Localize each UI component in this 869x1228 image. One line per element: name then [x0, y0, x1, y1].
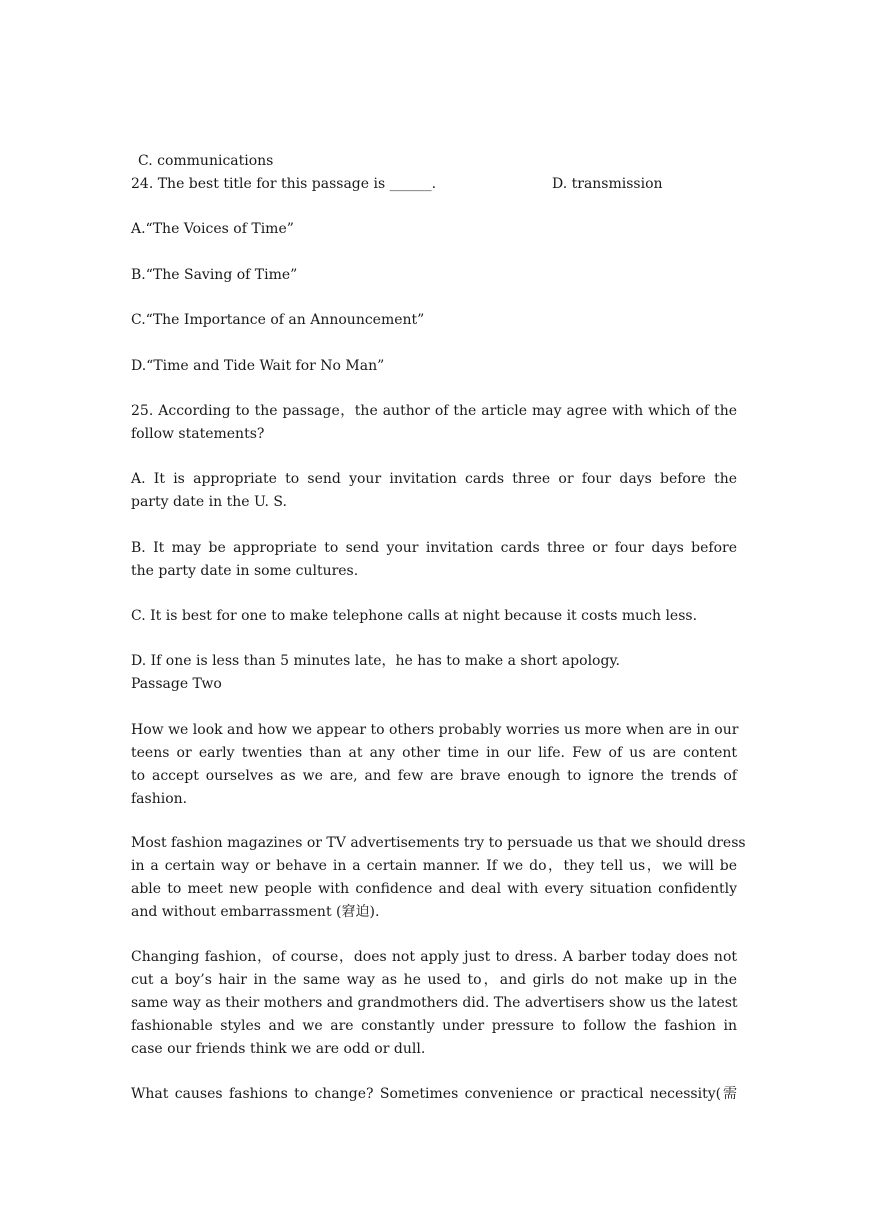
option-c-communications: C. communications	[138, 153, 274, 169]
question-25-stem-line-1: 25. According to the passage，the author of the article may agree with which of the	[131, 403, 737, 419]
option-d-transmission: D. transmission	[552, 176, 663, 192]
paragraph-line: and without embarrassment (窘迫).	[131, 904, 380, 920]
paragraph-line: cut a boy’s hair in the same way as he used to，and girls do not make up in the	[131, 972, 737, 988]
paragraph-line: fashionable styles and we are constantly under pressure to follow the fashion in	[131, 1018, 737, 1034]
question-24-stem: 24. The best title for this passage is ______.	[131, 176, 437, 192]
paragraph-line: to accept ourselves as we are, and few are brave enough to ignore the trends of	[131, 768, 737, 784]
paragraph-line: Changing fashion，of course，does not apply just to dress. A barber today does not	[131, 949, 737, 965]
paragraph-line: Most fashion magazines or TV advertisements try to persuade us that we should dress	[131, 835, 746, 851]
passage-two-title: Passage Two	[131, 676, 222, 692]
question-25-stem	[131, 400, 737, 446]
passage-two-paragraph-2	[131, 832, 746, 924]
passage-two-paragraph-3	[131, 946, 737, 1061]
question-25-option-b-line-1: B. It may be appropriate to send your invitation cards three or four days before	[131, 540, 737, 556]
question-25-option-a-line-1: A. It is appropriate to send your invitation cards three or four days before the	[131, 471, 737, 487]
question-25-stem-line-2: follow statements?	[131, 426, 265, 442]
question-25-option-b-line-2: the party date in some cultures.	[131, 563, 359, 579]
question-24-option-b: B.“The Saving of Time”	[131, 267, 298, 283]
question-25-option-d: D. If one is less than 5 minutes late，he has to make a short apology.	[131, 653, 620, 669]
question-24-option-c: C.“The Importance of an Announcement”	[131, 312, 425, 328]
paragraph-line: fashion.	[131, 791, 188, 807]
passage-two-paragraph-1	[131, 719, 737, 811]
paragraph-line: case our friends think we are odd or dull.	[131, 1041, 426, 1057]
paragraph-line: How we look and how we appear to others probably worries us more when are in our	[131, 722, 739, 738]
question-25-option-b	[131, 537, 737, 583]
paragraph-line: able to meet new people with confidence and deal with every situation confidently	[131, 881, 737, 897]
paragraph-line: same way as their mothers and grandmothers did. The advertisers show us the latest	[131, 995, 738, 1011]
paragraph-line: What causes fashions to change? Sometimes convenience or practical necessity(需	[131, 1086, 737, 1102]
question-25-option-c-line: C. It is best for one to make telephone calls at night because it costs much less.	[131, 608, 698, 624]
passage-two-paragraph-4	[131, 1083, 737, 1106]
question-24-option-d: D.“Time and Tide Wait for No Man”	[131, 358, 385, 374]
paragraph-line: teens or early twenties than at any other time in our life. Few of us are content	[131, 745, 737, 761]
question-24-option-a: A.“The Voices of Time”	[131, 221, 294, 237]
question-25-option-c	[131, 605, 737, 628]
question-25-option-a	[131, 468, 737, 514]
question-25-option-a-line-2: party date in the U. S.	[131, 494, 287, 510]
paragraph-line: in a certain way or behave in a certain manner. If we do，they tell us，we will be	[131, 858, 737, 874]
